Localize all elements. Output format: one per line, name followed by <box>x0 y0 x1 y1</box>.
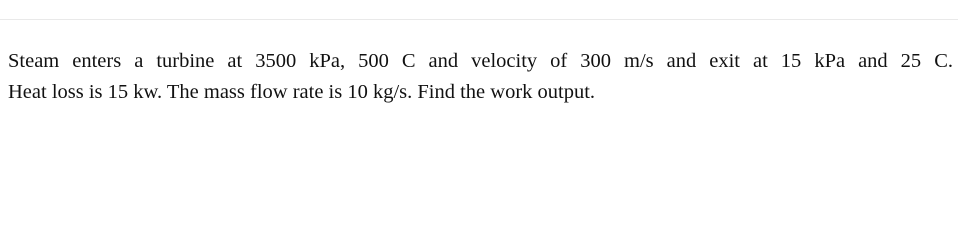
problem-line-1: Steam enters a turbine at 3500 kPa, 500 C and velocity of 300 m/s and exit at 15 kPa and 25 C. <box>8 50 953 72</box>
problem-line-2: Heat loss is 15 kw. The mass flow rate is 10 kg/s. Find the work output. <box>8 81 596 103</box>
top-divider <box>0 19 958 20</box>
problem-statement <box>8 46 953 108</box>
